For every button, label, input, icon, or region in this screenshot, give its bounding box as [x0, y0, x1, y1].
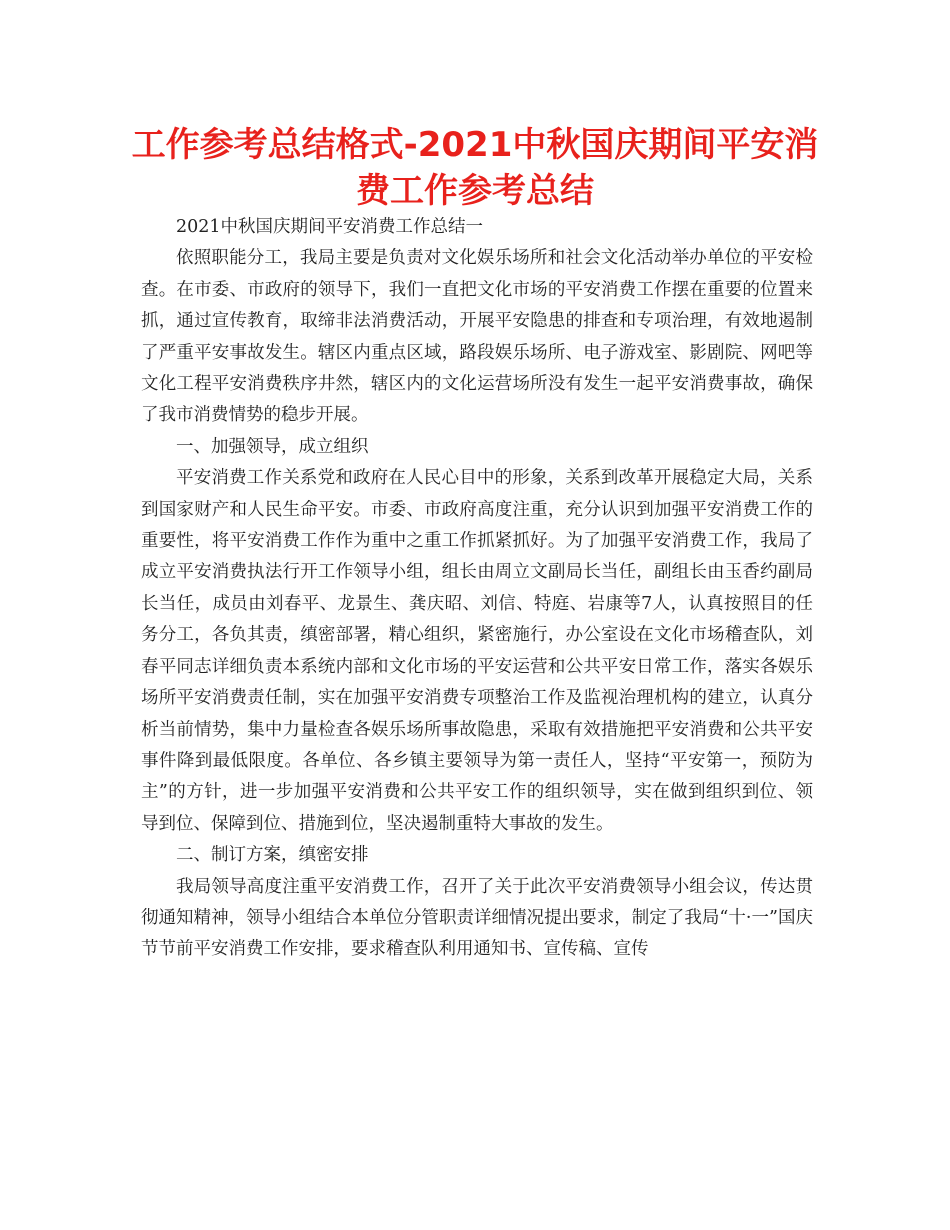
- section-2-paragraph: 我局领导高度注重平安消费工作，召开了关于此次平安消费领导小组会议，传达贯彻通知精神，领导小组结合本单位分管职责详细情况提出要求，制定了我局“十·一”国庆节节前平安消费工作安排，要求稽查队利用通知书、宣传稿、宣传: [141, 876, 813, 960]
- subtitle-paragraph: 2021中秋国庆期间平安消费工作总结一: [176, 217, 484, 237]
- section-heading-2: 二、制订方案，缜密安排: [176, 845, 369, 866]
- section-heading-1: 一、加强领导，成立组织: [176, 436, 369, 457]
- intro-paragraph: 依照职能分工，我局主要是负责对文化娱乐场所和社会文化活动举办单位的平安检查。在市委、市政府的领导下，我们一直把文化市场的平安消费工作摆在重要的位置来抓，通过宣传教育，取缔非法消费活动，开展平安隐患的排查和专项治理，有效地遏制了严重平安事故发生。辖区内重点区域，路段娱乐场所、电子游戏室、影剧院、网吧等文化工程平安消费秩序井然，辖区内的文化运营场所没有发生一起平安消费事故，确保了我市消费情势的稳步开展。: [141, 248, 813, 426]
- section-1-paragraph: 平安消费工作关系党和政府在人民心目中的形象，关系到改革开展稳定大局，关系到国家财产和人民生命平安。市委、市政府高度注重，充分认识到加强平安消费工作的重要性，将平安消费工作作为重中之重工作抓紧抓好。为了加强平安消费工作，我局了成立平安消费执法行开工作领导小组，组长由周立文副局长当任，副组长由玉香约副局长当任，成员由刘春平、龙景生、龚庆昭、刘信、特庭、岩康等7人，认真按照目的任务分工，各负其责，缜密部署，精心组织，紧密施行，办公室设在文化市场稽查队，刘春平同志详细负责本系统内部和文化市场的平安运营和公共平安日常工作，落实各娱乐场所平安消费责任制，实在加强平安消费专项整治工作及监视治理机构的建立，认真分析当前情势，集中力量检查各娱乐场所事故隐患，采取有效措施把平安消费和公共平安事件降到最低限度。各单位、各乡镇主要领导为第一责任人，坚持“平安第一，预防为主”的方针，进一步加强平安消费和公共平安工作的组织领导，实在做到组织到位、领导到位、保障到位、措施到位，坚决遏制重特大事故的发生。: [141, 468, 813, 834]
- document-title: 工作参考总结格式-2021中秋国庆期间平安消费工作参考总结: [131, 125, 819, 211]
- document-body: [141, 212, 813, 966]
